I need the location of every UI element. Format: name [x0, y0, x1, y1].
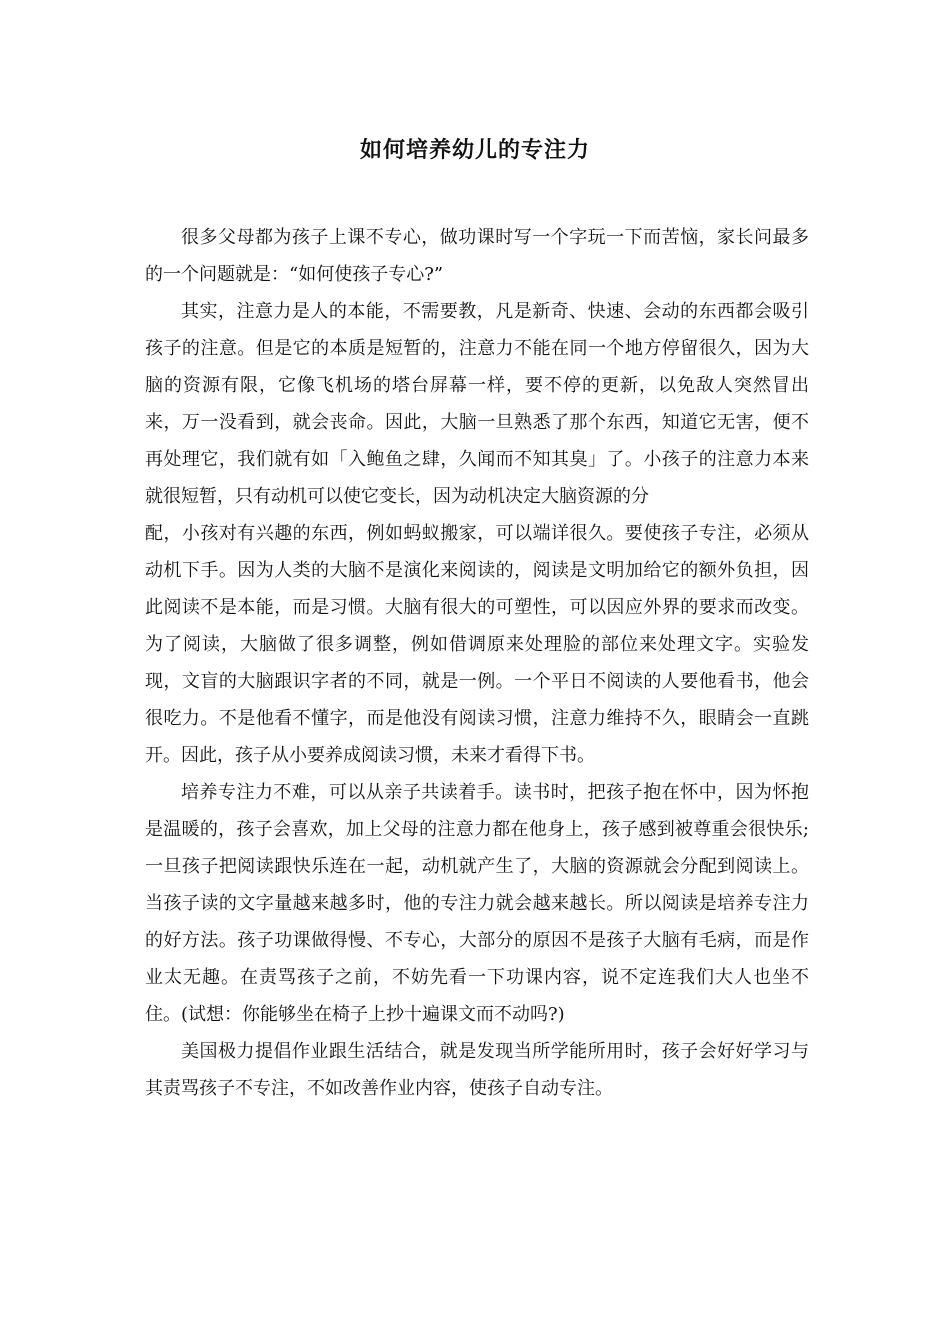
document-body — [145, 219, 809, 1107]
paragraph-4: 培养专注力不难，可以从亲子共读着手。读书时，把孩子抱在怀中，因为怀抱是温暖的，孩子会喜欢，加上父母的注意力都在他身上，孩子感到被尊重会很快乐;一旦孩子把阅读跟快乐连在一起，动机就产生了，大脑的资源就会分配到阅读上。当孩子读的文字量越来越多时，他的专注力就会越来越长。所以阅读是培养专注力的好方法。孩子功课做得慢、不专心，大部分的原因不是孩子大脑有毛病，而是作业太无趣。在责骂孩子之前，不妨先看一下功课内容，说不定连我们大人也坐不住。(试想：你能够坐在椅子上抄十遍课文而不动吗?) — [145, 782, 809, 1025]
paragraph-5: 美国极力提倡作业跟生活结合，就是发现当所学能所用时，孩子会好好学习与其责骂孩子不专注，不如改善作业内容，使孩子自动专注。 — [145, 1041, 809, 1099]
document-title: 如何培养幼儿的专注力 — [359, 137, 590, 163]
paragraph-3: 配，小孩对有兴趣的东西，例如蚂蚁搬家，可以端详很久。要使孩子专注，必须从动机下手。因为人类的大脑不是演化来阅读的，阅读是文明加给它的额外负担，因此阅读不是本能，而是习惯。大脑有很大的可塑性，可以因应外界的要求而改变。为了阅读，大脑做了很多调整，例如借调原来处理脸的部位来处理文字。实验发现，文盲的大脑跟识字者的不同，就是一例。一个平日不阅读的人要他看书，他会很吃力。不是他看不懂字，而是他没有阅读习惯，注意力维持不久，眼睛会一直跳开。因此，孩子从小要养成阅读习惯，未来才看得下书。 — [145, 523, 809, 766]
paragraph-1: 很多父母都为孩子上课不专心，做功课时写一个字玩一下而苦恼，家长问最多的一个问题就是：“如何使孩子专心?” — [145, 227, 809, 285]
paragraph-2: 其实，注意力是人的本能，不需要教，凡是新奇、快速、会动的东西都会吸引孩子的注意。但是它的本质是短暂的，注意力不能在同一个地方停留很久，因为大脑的资源有限，它像飞机场的塔台屏幕一样，要不停的更新，以免敌人突然冒出来，万一没看到，就会丧命。因此，大脑一旦熟悉了那个东西，知道它无害，便不再处理它，我们就有如「入鲍鱼之肆，久闻而不知其臭」了。小孩子的注意力本来就很短暂，只有动机可以使它变长，因为动机决定大脑资源的分 — [145, 301, 809, 507]
